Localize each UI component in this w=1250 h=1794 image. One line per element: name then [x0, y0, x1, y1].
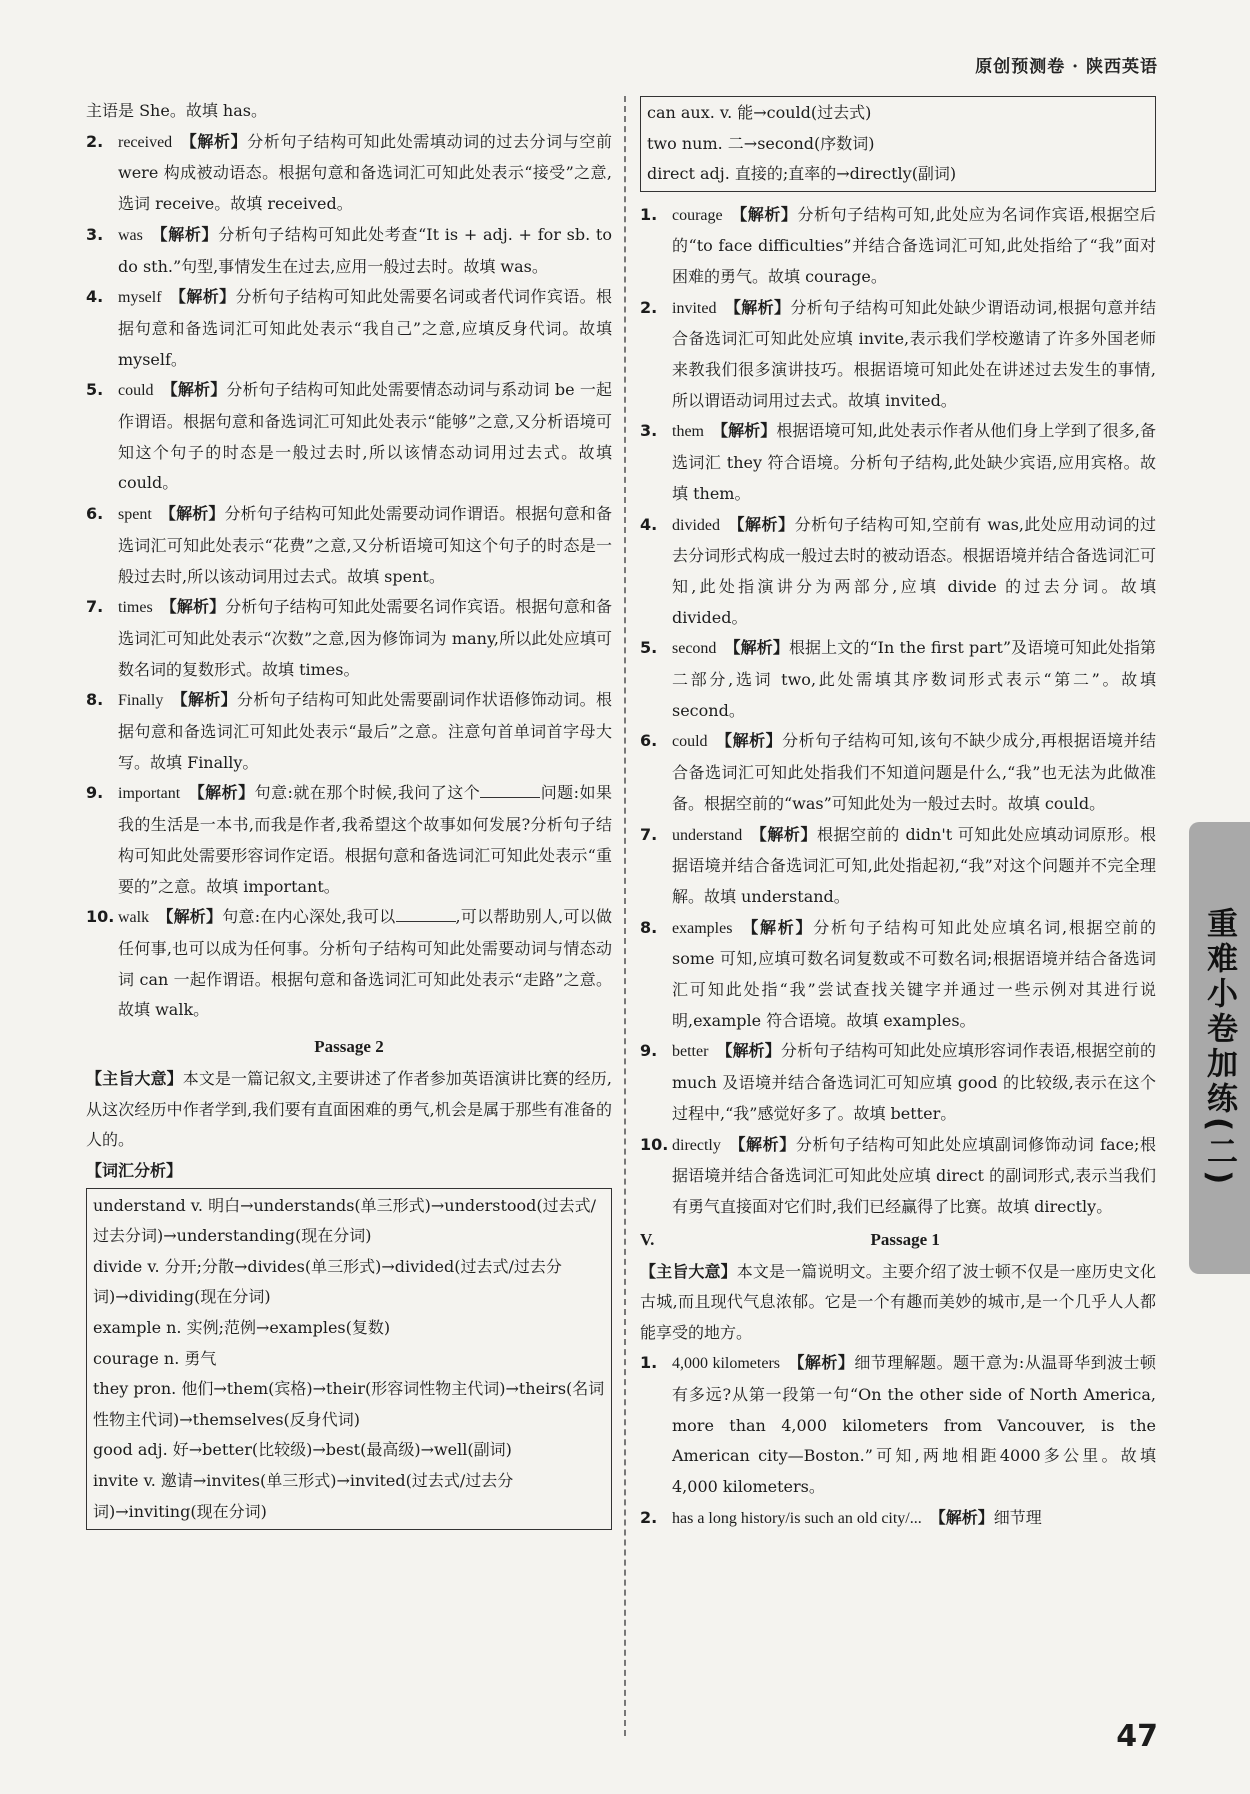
analysis-tag: 【解析】: [169, 287, 236, 307]
answer: important: [118, 785, 181, 803]
answer-item-6: [640, 726, 1156, 819]
analysis-tag: 【解析】: [180, 131, 248, 151]
item-number: 9.: [640, 1041, 658, 1061]
item-number: 4.: [86, 287, 104, 307]
explanation: 分析句子结构可知此处需要情态动词与系动词 be 一起作谓语。根据句意和备选词汇可知此处表示“能够”之意,又分析语境可知这个句子的时态是一般过去时,所以该情态动词用过去式。故填 could。: [118, 380, 612, 493]
analysis-tag: 【解析】: [724, 638, 789, 658]
analysis-tag: 【解析】: [150, 224, 219, 244]
vocab-entry: invite v. 邀请→invites(单三形式)→invited(过去式/过去分词)→inviting(现在分词): [93, 1470, 514, 1521]
answer-item-10: [640, 1130, 1156, 1223]
answer: could: [672, 733, 708, 751]
answer-item-1: [640, 1348, 1156, 1503]
explanation: 句意:在内心深处,我可以: [222, 907, 396, 927]
item-number: 3.: [640, 421, 658, 441]
explanation: 分析句子结构可知此处应填副词修饰动词 face;根据语境并结合备选词汇可知此处应填 direct 的副词形式,表示当我们有勇气直接面对它们时,我们已经赢得了比赛。故填 directly。: [672, 1134, 1156, 1216]
analysis-tag: 【解析】: [788, 1353, 855, 1373]
answer: has a long history/is such an old city/...: [672, 1509, 922, 1527]
explanation: 细节理: [993, 1507, 1042, 1527]
answer: received: [118, 133, 173, 151]
left-column: [86, 96, 612, 1530]
analysis-tag: 【解析】: [716, 1041, 781, 1061]
answer-item-9: [640, 1036, 1156, 1129]
answer: courage: [672, 206, 723, 224]
vocab-box-continued: [640, 96, 1156, 192]
page-header: 原创预测卷 · 陕西英语: [975, 57, 1158, 77]
answer: them: [672, 423, 704, 441]
answer-item-1: [640, 200, 1156, 293]
item-number: 5.: [86, 380, 104, 400]
analysis-tag: 【解析】: [728, 1134, 796, 1154]
item-number: 1.: [640, 204, 658, 224]
column-divider: [624, 96, 626, 1736]
answer: could: [118, 382, 154, 400]
vocab-entry: example n. 实例;范例→examples(复数): [93, 1317, 391, 1337]
item-number: 7.: [86, 597, 104, 617]
item-number: 2.: [86, 131, 104, 151]
answer-item-5: [640, 633, 1156, 726]
item-number: 3.: [86, 224, 104, 244]
analysis-tag: 【解析】: [929, 1507, 994, 1527]
answer: Finally: [118, 692, 164, 710]
explanation: 分析句子结构可知此处需填动词的过去分词与空前 were 构成被动语态。根据句意和备选词汇可知此处表示“接受”之意,选词 receive。故填 received。: [118, 131, 612, 214]
answer-item-10: [86, 902, 612, 1026]
summary-tag: 【主旨大意】: [86, 1069, 183, 1089]
explanation: 根据语境可知,此处表示作者从他们身上学到了很多,备选词汇 they 符合语境。分析句子结构,此处缺少宾语,应用宾格。故填 them。: [672, 421, 1156, 503]
side-tab: [1189, 822, 1250, 1274]
answer: walk: [118, 909, 150, 927]
answer-item-6: [86, 499, 612, 592]
answer-item-3: [86, 220, 612, 282]
summary-tag: 【主旨大意】: [640, 1261, 737, 1281]
explanation: 分析句子结构可知此处需要名词或者代词作宾语。根据句意和备选词汇可知此处表示“我自己”之意,应填反身代词。故填 myself。: [118, 287, 612, 369]
vocab-entry: they pron. 他们→them(宾格)→their(形容词性物主代词)→theirs(名词性物主代词)→themselves(反身代词): [93, 1379, 605, 1429]
vocab-entry: divide v. 分开;分散→divides(单三形式)→divided(过去式/过去分词)→dividing(现在分词): [93, 1256, 562, 1307]
answer-item-4: [86, 282, 612, 375]
item-number: 2.: [640, 297, 658, 317]
item-number: 10.: [640, 1134, 669, 1154]
explanation-cont: 问题:如果我的生活是一本书,而我是作者,我希望这个故事如何发展?分析句子结构可知此处需要形容词作定语。根据句意和备选词汇可知此处表示“重要的”之意。故填 important。: [118, 783, 612, 896]
item-number: 1.: [640, 1353, 658, 1373]
item-number: 8.: [640, 917, 658, 937]
analysis-tag: 【解析】: [715, 731, 783, 751]
answer-item-8: [86, 685, 612, 778]
explanation: 分析句子结构可知此处应填名词,根据空前的 some 可知,应填可数名词复数或不可数名词;根据语境并结合备选词汇可知此处指“我”尝试查找关键字并通过一些示例对其进行说明,example 符合语境。故填 examples。: [672, 917, 1156, 1030]
answer: 4,000 kilometers: [672, 1355, 780, 1373]
blank-line: [396, 905, 456, 922]
item-number: 6.: [640, 731, 658, 751]
answer-item-7: [640, 820, 1156, 913]
answer: was: [118, 226, 143, 244]
analysis-tag: 【解析】: [712, 421, 777, 441]
answer-item-5: [86, 375, 612, 499]
passage-title: Passage 1: [870, 1229, 940, 1249]
answer-item-2: [640, 293, 1156, 417]
vocab-entry: two num. 二→second(序数词): [647, 133, 875, 153]
explanation: 分析句子结构可知此处缺少谓语动词,根据句意并结合备选词汇可知此处应填 invite,表示我们学校邀请了许多外国老师来教我们很多演讲技巧。根据语境可知此处在讲述过去发生的事情,所以谓语动词用过去式。故填 invited。: [672, 297, 1156, 410]
answer: better: [672, 1043, 709, 1061]
vocab-entry: courage n. 勇气: [93, 1348, 217, 1368]
answer: understand: [672, 826, 743, 844]
blank-line: [480, 781, 540, 798]
explanation: 细节理解题。题干意为:从温哥华到波士顿有多远?从第一段第一句“On the other side of North America, more than 4,000 kilometers from Vancouver, is the American city—Boston.”可知,两地相距4000多公里。故填 4,000 kilometers。: [672, 1353, 1156, 1497]
answer-item-7: [86, 592, 612, 685]
summary: [640, 1257, 1156, 1349]
vocab-title: 【词汇分析】: [86, 1160, 183, 1180]
explanation-cont: ,可以帮助别人,可以做任何事,也可以成为任何事。分析句子结构可知此处需要动词与情态动词 can 一起作谓语。根据句意和备选词汇可知此处表示“走路”之意。故填 walk。: [118, 907, 612, 1020]
summary-text: 本文是一篇记叙文,主要讲述了作者参加英语演讲比赛的经历,从这次经历中作者学到,我们要有直面困难的勇气,机会是属于那些有准备的人的。: [86, 1069, 612, 1150]
vocab-entry: understand v. 明白→understands(单三形式)→understood(过去式/过去分词)→understanding(现在分词): [93, 1195, 597, 1246]
page-number: 47: [1116, 1719, 1158, 1754]
answer: examples: [672, 919, 733, 937]
item-number: 9.: [86, 783, 104, 803]
answer: invited: [672, 299, 717, 317]
explanation: 分析句子结构可知此处应填形容词作表语,根据空前的 much 及语境并结合备选词汇可知应填 good 的比较级,表示在这个过程中,“我”感觉好多了。故填 better。: [672, 1041, 1156, 1123]
explanation: 分析句子结构可知此处需要名词作宾语。根据句意和备选词汇可知此处表示“次数”之意,因为修饰词为 many,所以此处应填可数名词的复数形式。故填 times。: [118, 597, 612, 679]
answer-item-8: [640, 913, 1156, 1037]
item-number: 5.: [640, 638, 658, 658]
analysis-tag: 【解析】: [188, 783, 255, 803]
analysis-tag: 【解析】: [728, 514, 795, 534]
analysis-tag: 【解析】: [159, 504, 225, 524]
explanation: 分析句子结构可知,空前有 was,此处应用动词的过去分词形式构成一般过去时的被动语态。根据语境并结合备选词汇可知,此处指演讲分为两部分,应填 divide 的过去分词。故填 divided。: [672, 514, 1156, 627]
passage-title: Passage 2: [314, 1037, 384, 1057]
item-number: 6.: [86, 504, 104, 524]
right-column: [640, 96, 1156, 1534]
side-tab-label: 重难小卷加练(二): [1201, 907, 1237, 1189]
item-number: 8.: [86, 690, 104, 710]
intro-line: 主语是 She。故填 has。: [86, 101, 267, 120]
explanation: 根据空前的 didn't 可知此处应填动词原形。根据语境并结合备选词汇可知,此处指起初,“我”对这个问题并不完全理解。故填 understand。: [672, 824, 1156, 906]
explanation: 分析句子结构可知此处需要动词作谓语。根据句意和备选词汇可知此处表示“花费”之意,又分析语境可知这个句子的时态是一般过去时,所以该动词用过去式。故填 spent。: [118, 504, 612, 586]
summary-text: 本文是一篇说明文。主要介绍了波士顿不仅是一座历史文化古城,而且现代气息浓郁。它是一个有趣而美妙的城市,是一个几乎人人都能享受的地方。: [640, 1261, 1156, 1342]
vocab-entry: can aux. v. 能→could(过去式): [647, 103, 872, 122]
analysis-tag: 【解析】: [160, 597, 226, 617]
answer-item-4: [640, 510, 1156, 634]
answer: directly: [672, 1136, 721, 1154]
answer: myself: [118, 289, 162, 307]
section-number: V.: [640, 1229, 655, 1249]
summary: [86, 1064, 612, 1156]
analysis-tag: 【解析】: [157, 907, 223, 927]
analysis-tag: 【解析】: [750, 824, 817, 844]
answer: times: [118, 599, 153, 617]
item-number: 7.: [640, 824, 658, 844]
explanation: 分析句子结构可知此处考查“It is + adj. + for sb. to do sth.”句型,事情发生在过去,应用一般过去时。故填 was。: [118, 224, 612, 276]
answer-item-3: [640, 416, 1156, 509]
vocab-entry: good adj. 好→better(比较级)→best(最高级)→well(副词): [93, 1440, 512, 1460]
answer-item-2: [86, 127, 612, 220]
explanation: 句意:就在那个时候,我问了这个: [254, 783, 481, 803]
analysis-tag: 【解析】: [171, 690, 237, 710]
vocab-box: [86, 1188, 612, 1531]
analysis-tag: 【解析】: [740, 917, 814, 937]
item-number: 4.: [640, 514, 658, 534]
answer-item-2: [640, 1503, 1156, 1535]
explanation: 分析句子结构可知,此处应为名词作宾语,根据空后的“to face difficulties”并结合备选词汇可知,此处指给了“我”面对困难的勇气。故填 courage。: [672, 204, 1156, 286]
explanation: 分析句子结构可知此处需要副词作状语修饰动词。根据句意和备选词汇可知此处表示“最后”之意。注意句首单词首字母大写。故填 Finally。: [118, 690, 612, 772]
vocab-entry: direct adj. 直接的;直率的→directly(副词): [647, 164, 957, 183]
answer: spent: [118, 506, 152, 524]
analysis-tag: 【解析】: [730, 204, 798, 224]
explanation: 根据上文的“In the first part”及语境可知此处指第二部分,选词 two,此处需填其序数词形式表示“第二”。故填 second。: [672, 638, 1156, 720]
item-number: 2.: [640, 1507, 658, 1527]
answer-item-9: [86, 778, 612, 902]
analysis-tag: 【解析】: [161, 380, 227, 400]
analysis-tag: 【解析】: [724, 297, 791, 317]
answer: divided: [672, 516, 720, 534]
item-number: 10.: [86, 907, 115, 927]
answer: second: [672, 640, 717, 658]
explanation: 分析句子结构可知,该句不缺少成分,再根据语境并结合备选词汇可知此处指我们不知道问题是什么,“我”也无法为此做准备。根据空前的“was”可知此处为一般过去时。故填 could。: [672, 731, 1156, 813]
section-header: [640, 1225, 1156, 1255]
